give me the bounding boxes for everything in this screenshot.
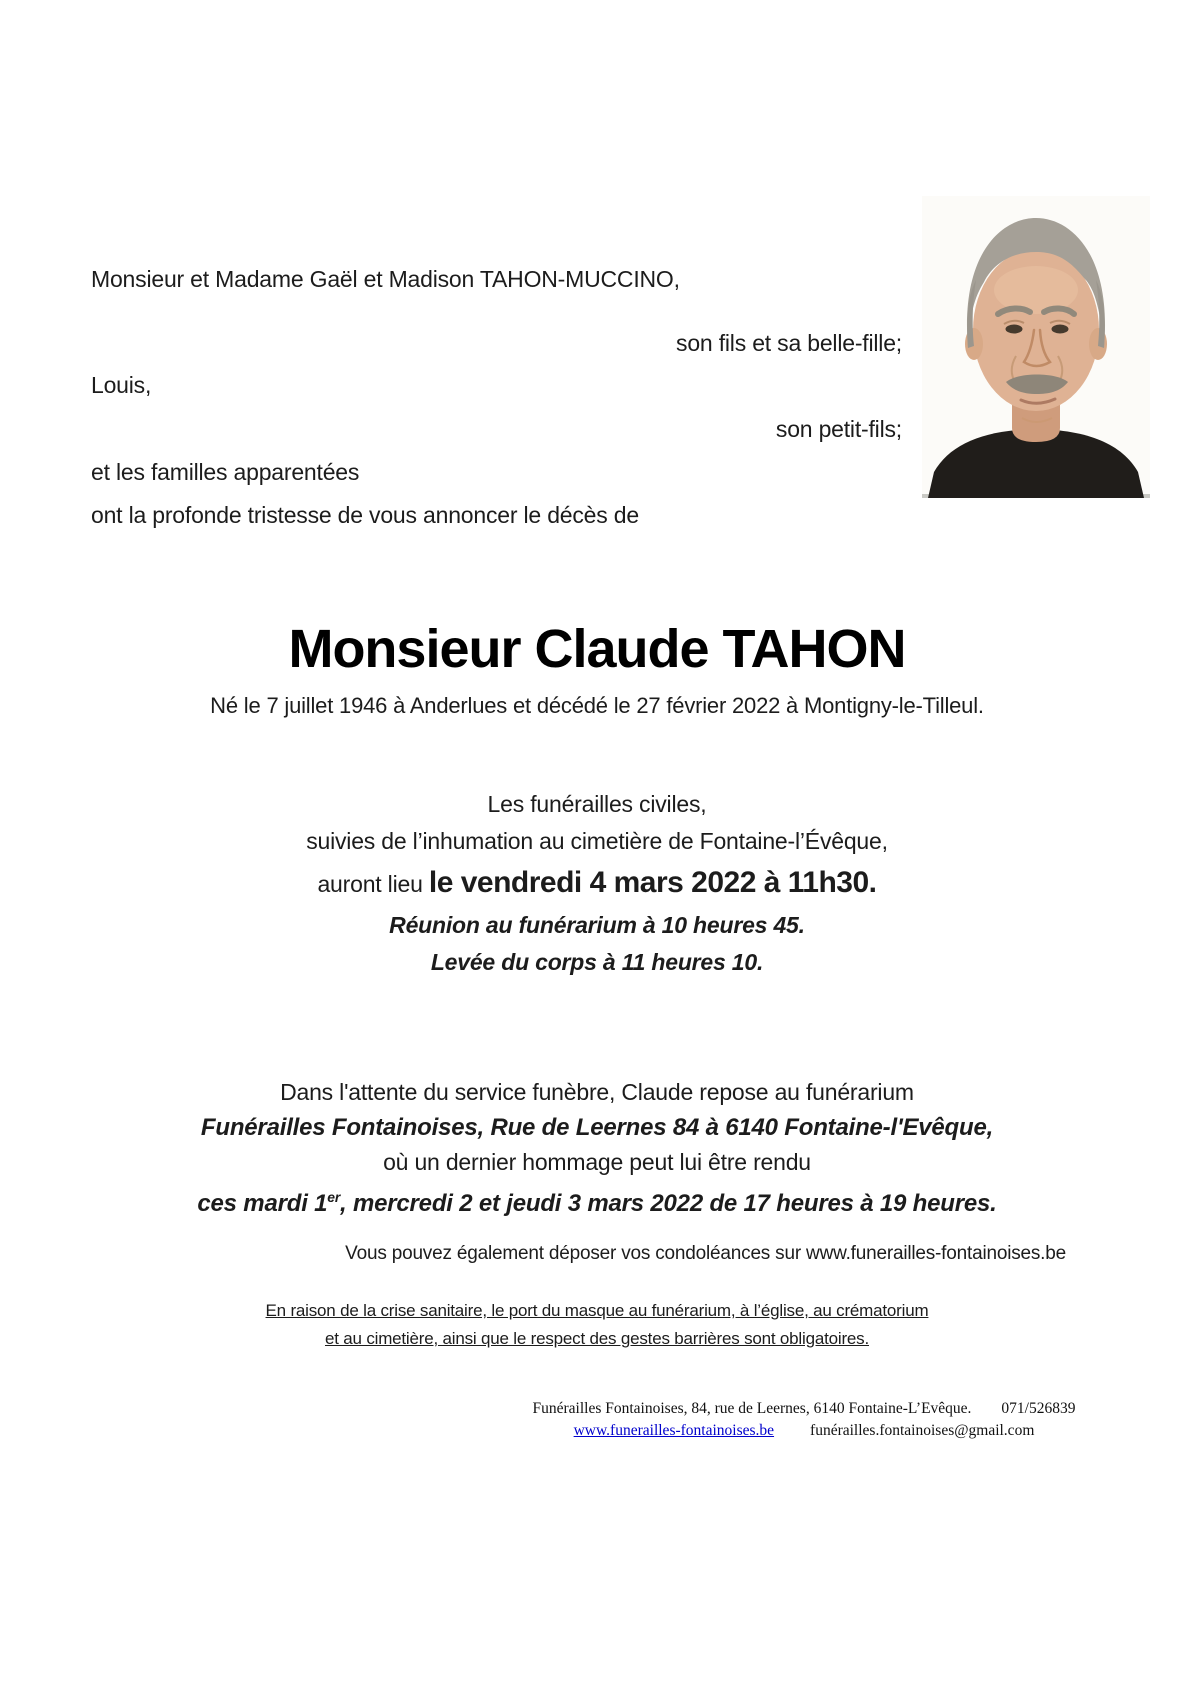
footer-contact-line: [514, 1420, 1094, 1442]
ceremony-date-main: le vendredi 4 mars 2022 à 11h30.: [428, 866, 877, 899]
deceased-life-dates: Né le 7 juillet 1946 à Anderlues et décédé le 27 février 2022 à Montigny-le-Tilleul.: [210, 693, 984, 718]
footer-address-line: [514, 1398, 1094, 1420]
ceremony-date-prefix: auront lieu: [317, 871, 429, 897]
ceremony-departure-line: Levée du corps à 11 heures 10.: [430, 949, 764, 975]
repose-section: [0, 1075, 1194, 1221]
family-related-line: et les familles apparentées: [91, 459, 360, 485]
photo-eye-left: [1006, 325, 1023, 334]
covid-notice-line2: et au cimetière, ainsi que le respect des gestes barrières sont obligatoires.: [324, 1329, 869, 1348]
repose-schedule-line: [0, 1180, 1194, 1221]
covid-notice-line1: En raison de la crise sanitaire, le port du masque au funérarium, à l’église, au crématorium: [265, 1301, 929, 1320]
repose-schedule-post: , mercredi 2 et jeudi 3 mars 2022 de 17 heures à 19 heures.: [340, 1190, 997, 1217]
covid-notice: [0, 1297, 1194, 1353]
family-grandson-relation-line: son petit-fils;: [775, 416, 902, 442]
announcement-line: ont la profonde tristesse de vous annoncer le décès de: [91, 502, 639, 528]
deceased-name-title: Monsieur Claude TAHON: [288, 619, 906, 679]
ceremony-intro-line1: Les funérailles civiles,: [487, 791, 707, 817]
family-grandson-line: Louis,: [91, 372, 152, 398]
photo-eye-right: [1052, 325, 1069, 334]
footer-email: funérailles.fontainoises@gmail.com: [810, 1422, 1035, 1439]
footer-phone: 071/526839: [1001, 1400, 1076, 1417]
family-parents-relation-line: son fils et sa belle-fille;: [676, 330, 902, 356]
family-parents-line: Monsieur et Madame Gaël et Madison TAHON-MUCCINO,: [91, 266, 680, 292]
ceremony-meeting-line: Réunion au funérarium à 10 heures 45.: [389, 912, 805, 938]
repose-intro-line: Dans l'attente du service funèbre, Claude repose au funérarium: [280, 1079, 914, 1105]
ceremony-section: [0, 786, 1194, 981]
portrait-photo: [922, 196, 1150, 498]
repose-schedule-ordinal: er: [327, 1189, 341, 1205]
repose-location-line: Funérailles Fontainoises, Rue de Leernes 84 à 6140 Fontaine-l'Evêque,: [200, 1114, 994, 1141]
ceremony-date-line: [0, 860, 1194, 907]
footer-address: Funérailles Fontainoises, 84, rue de Leernes, 6140 Fontaine-L’Evêque.: [532, 1400, 972, 1417]
repose-schedule-pre: ces mardi 1: [197, 1190, 328, 1217]
funeral-home-footer: [514, 1398, 1094, 1442]
footer-website-link[interactable]: www.funerailles-fontainoises.be: [573, 1422, 775, 1439]
repose-tribute-line: où un dernier hommage peut lui être rendu: [383, 1149, 811, 1175]
condolences-line: Vous pouvez également déposer vos condoléances sur www.funerailles-fontainoises.be: [345, 1243, 1066, 1264]
ceremony-intro-line2: suivies de l’inhumation au cimetière de Fontaine-l’Évêque,: [306, 828, 888, 854]
